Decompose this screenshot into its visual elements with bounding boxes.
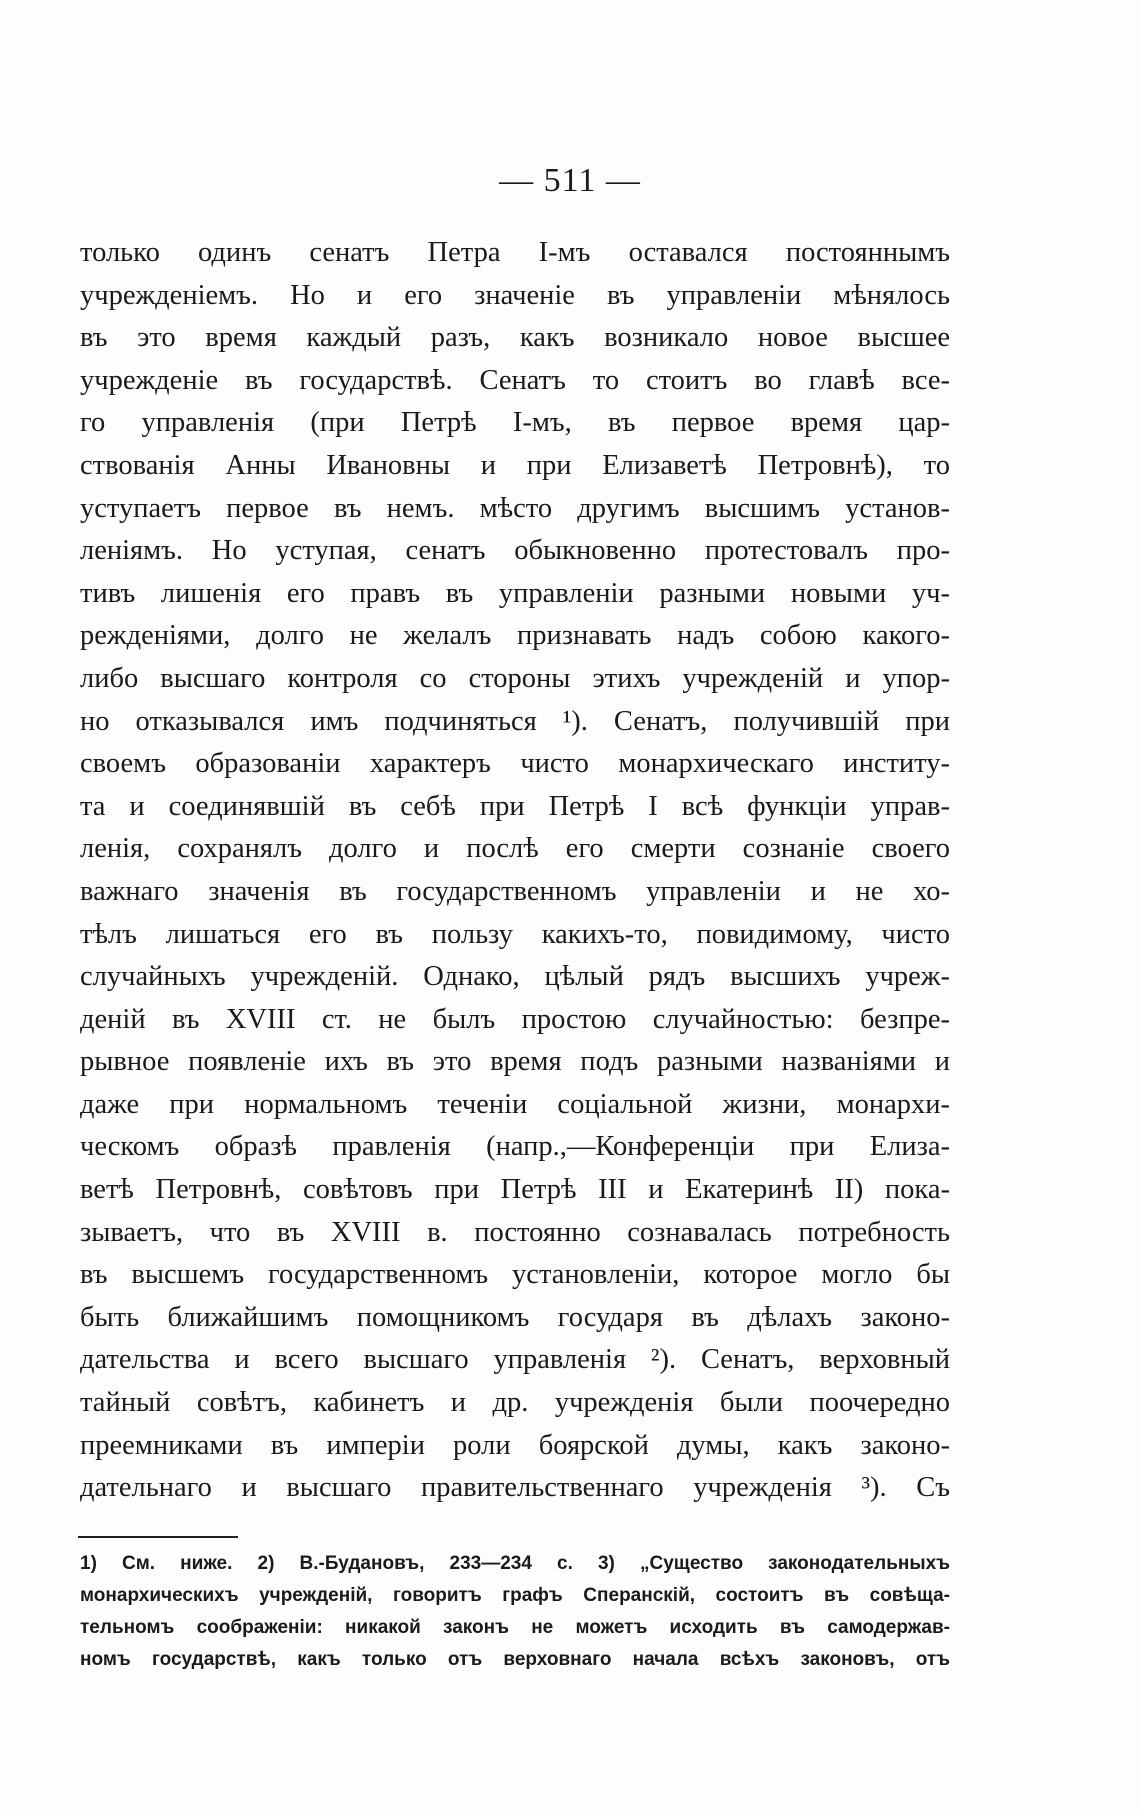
text-line: ствованія Анны Ивановны и при Елизаветѣ Петровнѣ), то (80, 449, 950, 481)
footnote-line: 1) См. ниже. 2) В.-Будановъ, 233—234 с. 3) „Существо законодательныхъ (80, 1553, 950, 1574)
body-text (80, 232, 950, 1510)
text-line: либо высшаго контроля со стороны этихъ учрежденій и упор- (80, 662, 950, 694)
text-line: преемниками въ имперіи роли боярской думы, какъ законо- (80, 1429, 950, 1461)
text-line: уступаетъ первое въ немъ. мѣсто другимъ высшимъ установ- (80, 492, 950, 524)
text-line: рывное появленіе ихъ въ это время подъ разными названіями и (80, 1046, 950, 1078)
text-line: го управленія (при Петрѣ I-мъ, въ первое время цар- (80, 407, 950, 439)
text-line: дательнаго и высшаго правительственнаго учрежденія ³). Съ (80, 1472, 950, 1504)
text-line: ветѣ Петровнѣ, совѣтовъ при Петрѣ III и Екатеринѣ II) пока- (80, 1174, 950, 1206)
text-line: леніямъ. Но уступая, сенатъ обыкновенно протестовалъ про- (80, 535, 950, 567)
text-line: та и соединявшій въ себѣ при Петрѣ I всѣ функціи управ- (80, 790, 950, 822)
text-line: тайный совѣтъ, кабинетъ и др. учрежденія были поочередно (80, 1387, 950, 1419)
text-line: своемъ образованіи характеръ чисто монархическаго институ- (80, 748, 950, 780)
text-line: учрежденіемъ. Но и его значеніе въ управленіи мѣнялось (80, 279, 950, 311)
text-line: ческомъ образѣ правленія (напр.,—Конференціи при Елиза- (80, 1131, 950, 1163)
text-line: ленія, сохранялъ долго и послѣ его смерти сознаніе своего (80, 833, 950, 865)
text-line: тѣлъ лишаться его въ пользу какихъ-то, повидимому, чисто (80, 918, 950, 950)
text-line: случайныхъ учрежденій. Однако, цѣлый рядъ высшихъ учреж- (80, 961, 950, 993)
text-line: тивъ лишенія его правъ въ управленіи разными новыми уч- (80, 577, 950, 609)
text-line: учрежденіе въ государствѣ. Сенатъ то стоитъ во главѣ все- (80, 364, 950, 396)
text-line: быть ближайшимъ помощникомъ государя въ дѣлахъ законо- (80, 1301, 950, 1333)
footnote-line: номъ государствѣ, какъ только отъ верховнаго начала всѣхъ законовъ, отъ (80, 1649, 950, 1670)
text-line: деній въ XVIII ст. не былъ простою случайностью: безпре- (80, 1003, 950, 1035)
text-line: важнаго значенія въ государственномъ управленіи и не хо- (80, 875, 950, 907)
footnote-line: монархическихъ учрежденій, говоритъ графъ Сперанскій, состоитъ въ совѣща- (80, 1585, 950, 1606)
footnotes (80, 1548, 950, 1676)
text-line: режденіями, долго не желалъ признавать надъ собою какого- (80, 620, 950, 652)
text-line: въ высшемъ государственномъ установленіи, которое могло бы (80, 1259, 950, 1291)
text-line: дательства и всего высшаго управленія ²). Сенатъ, верховный (80, 1344, 950, 1376)
page-number: — 511 — (499, 162, 641, 199)
text-line: но отказывался имъ подчиняться ¹). Сенатъ, получившій при (80, 705, 950, 737)
text-line: даже при нормальномъ теченіи соціальной жизни, монархи- (80, 1088, 950, 1120)
footnote-divider (78, 1536, 238, 1538)
text-line: зываетъ, что въ XVIII в. постоянно сознавалась потребность (80, 1216, 950, 1248)
footnote-line: тельномъ соображеніи: никакой законъ не можетъ исходить въ самодержав- (80, 1617, 950, 1638)
text-line: въ это время каждый разъ, какъ возникало новое высшее (80, 322, 950, 354)
text-line: только одинъ сенатъ Петра I-мъ оставался постояннымъ (80, 237, 950, 268)
